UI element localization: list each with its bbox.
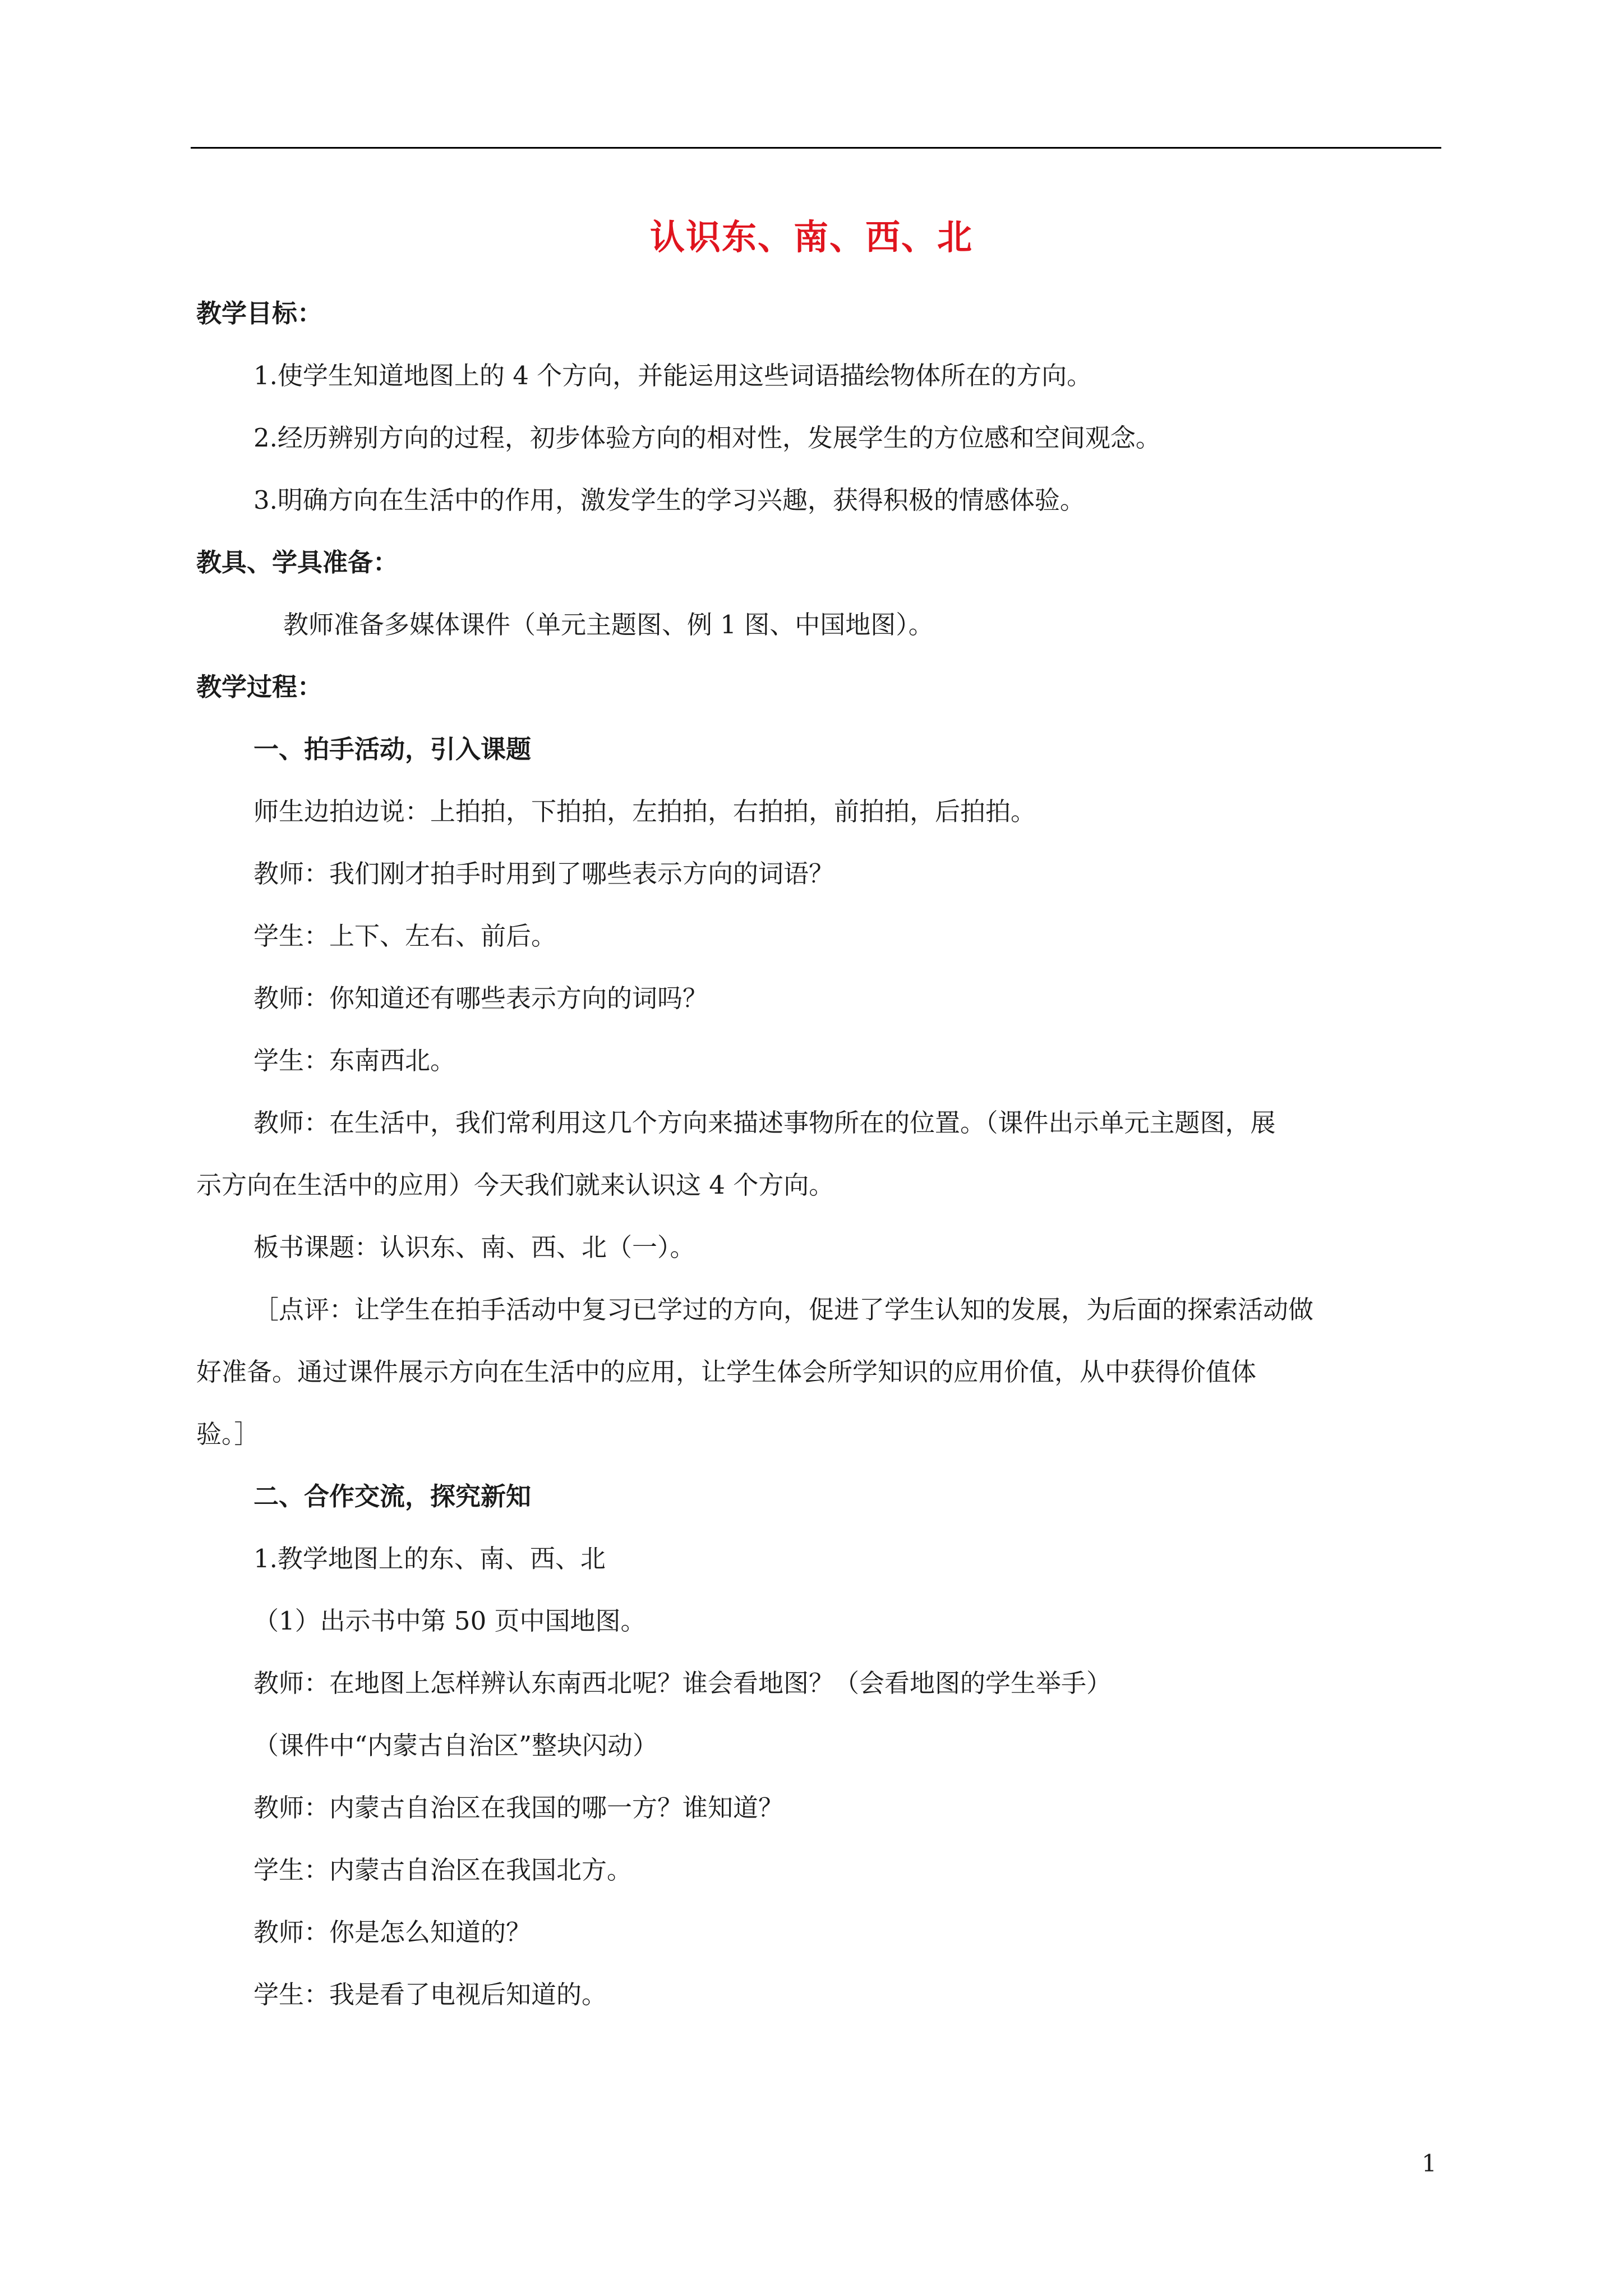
heading-teaching-process: 教学过程： [196, 672, 323, 702]
page-number: 1 [1422, 2150, 1437, 2177]
paragraph: （1）出示书中第 50 页中国地图。 [253, 1606, 646, 1636]
section-2-heading: 二、合作交流，探究新知 [253, 1481, 532, 1511]
heading-preparation: 教具、学具准备： [196, 547, 399, 577]
comment-paragraph: ［点评：让学生在拍手活动中复习已学过的方向，促进了学生认知的发展，为后面的探索活动做 [253, 1295, 1314, 1324]
objective-1: 1.使学生知道地图上的 4 个方向，并能运用这些词语描绘物体所在的方向。 [253, 361, 1092, 390]
document-title: 认识东、南、西、北 [649, 217, 973, 257]
comment-paragraph-continuation: 好准备。通过课件展示方向在生活中的应用，让学生体会所学知识的应用价值，从中获得价值体 [196, 1357, 1257, 1387]
paragraph: （课件中“内蒙古自治区”整块闪动） [253, 1731, 658, 1760]
subsection-heading: 1.教学地图上的东、南、西、北 [253, 1544, 606, 1573]
paragraph: 学生：我是看了电视后知道的。 [253, 1980, 607, 2009]
paragraph: 板书课题：认识东、南、西、北（一）。 [253, 1232, 695, 1262]
preparation-text: 教师准备多媒体课件（单元主题图、例 1 图、中国地图）。 [283, 610, 934, 639]
paragraph: 教师：内蒙古自治区在我国的哪一方？谁知道？ [253, 1793, 784, 1823]
heading-teaching-objectives: 教学目标： [196, 298, 323, 328]
paragraph: 教师：我们刚才拍手时用到了哪些表示方向的词语？ [253, 859, 834, 889]
section-1-heading: 一、拍手活动，引入课题 [253, 734, 532, 764]
paragraph: 教师：在地图上怎样辨认东南西北呢？谁会看地图？（会看地图的学生举手） [253, 1668, 1112, 1698]
paragraph: 教师：在生活中，我们常利用这几个方向来描述事物所在的位置。（课件出示单元主题图，展 [253, 1108, 1276, 1138]
header-rule [191, 147, 1441, 149]
paragraph: 学生：东南西北。 [253, 1046, 456, 1075]
objective-2: 2.经历辨别方向的过程，初步体验方向的相对性，发展学生的方位感和空间观念。 [253, 423, 1161, 453]
objective-3: 3.明确方向在生活中的作用，激发学生的学习兴趣，获得积极的情感体验。 [253, 485, 1085, 515]
paragraph: 师生边拍边说：上拍拍，下拍拍，左拍拍，右拍拍，前拍拍，后拍拍。 [253, 797, 1036, 826]
paragraph: 教师：你知道还有哪些表示方向的词吗？ [253, 983, 708, 1013]
comment-paragraph-continuation: 验。］ [196, 1419, 260, 1449]
paragraph: 教师：你是怎么知道的？ [253, 1917, 532, 1947]
paragraph: 学生：内蒙古自治区在我国北方。 [253, 1855, 633, 1885]
paragraph-continuation: 示方向在生活中的应用）今天我们就来认识这 4 个方向。 [196, 1170, 834, 1200]
paragraph: 学生：上下、左右、前后。 [253, 921, 557, 951]
